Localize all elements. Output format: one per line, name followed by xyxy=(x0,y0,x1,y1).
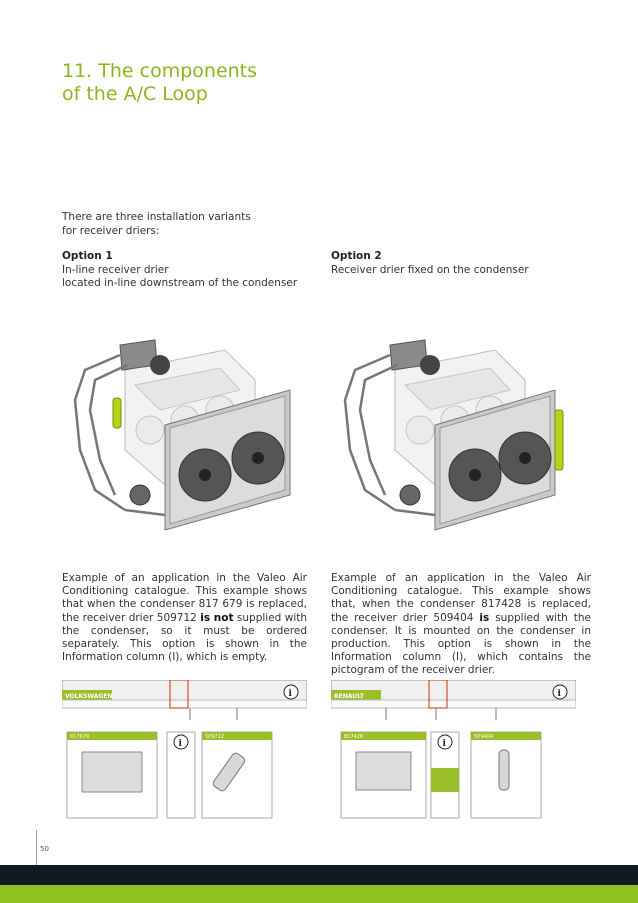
info-icon xyxy=(174,735,188,749)
catalogue-2-drier-ref: 509404 xyxy=(474,734,494,740)
option-1-line-1: In-line receiver drier xyxy=(62,263,169,276)
info-icon xyxy=(553,685,567,699)
svg-text:i: i xyxy=(557,689,561,699)
engine-illustration-option-2 xyxy=(325,310,565,540)
catalogue-2-brand: RENAULT xyxy=(334,693,364,700)
option-2-heading: Option 2 xyxy=(331,250,382,262)
catalogue-1-drier-ref: 509712 xyxy=(205,734,225,740)
catalogue-1-brand: VOLKSWAGEN xyxy=(65,693,113,700)
para-2-text-a: Example of an application in the Valeo Air Conditioning catalogue. This example shows that, when the condenser 817428 is replaced, the receiver drier 509404 xyxy=(331,572,591,624)
para-1-text-b: supplied with the condenser, so it must be ordered separately. This option is shown in the Information column (I), which is empty. xyxy=(62,611,308,664)
para-2-bold: is xyxy=(479,611,490,624)
title-line-2: of the A/C Loop xyxy=(62,83,208,105)
catalogue-1-condenser-ref: 817679 xyxy=(70,734,90,740)
catalogue-2-condenser-ref: 817428 xyxy=(344,734,364,740)
option-1-line-2: located in-line downstream of the condenser xyxy=(62,277,298,289)
receiver-drier-pictogram xyxy=(431,768,459,792)
svg-text:i: i xyxy=(442,739,446,749)
example-paragraph-2 xyxy=(331,572,591,678)
example-paragraph-1 xyxy=(62,572,307,664)
para-1-bold: is not xyxy=(200,611,234,624)
para-1-text-a: Example of an application in the Valeo Air Conditioning catalogue. This example shows that when the condenser 817 679 is replaced, the receiver drier 509712 xyxy=(62,572,307,624)
option-1 xyxy=(62,250,302,291)
footer-dark-band xyxy=(0,865,638,885)
catalogue-excerpt-2 xyxy=(331,680,576,820)
svg-text:i: i xyxy=(288,689,292,699)
footer-green-band xyxy=(0,885,638,903)
title-line-1: 11. The components xyxy=(62,60,258,82)
option-2 xyxy=(331,250,591,277)
intro-line-2: for receiver driers: xyxy=(62,225,160,237)
intro-text xyxy=(62,210,302,238)
compressor xyxy=(400,485,420,505)
page-number: 50 xyxy=(40,845,49,853)
receiver-drier-on-condenser xyxy=(555,410,563,470)
option-1-heading: Option 1 xyxy=(62,250,113,262)
catalogue-excerpt-1 xyxy=(62,680,307,820)
compressor xyxy=(130,485,150,505)
info-icon xyxy=(438,735,452,749)
svg-text:i: i xyxy=(178,739,182,749)
info-icon xyxy=(284,685,298,699)
page-title xyxy=(62,60,257,106)
receiver-drier-inline xyxy=(113,398,121,428)
option-2-line-1: Receiver drier fixed on the condenser xyxy=(331,263,529,276)
para-2-text-b: supplied with the condenser. It is mounted on the condenser in production. This option is shown in the Information column (I), which contains the pictogram of the receiver drier. xyxy=(331,611,592,677)
intro-line-1: There are three installation variants xyxy=(62,211,251,223)
engine-illustration-option-1 xyxy=(55,310,295,540)
